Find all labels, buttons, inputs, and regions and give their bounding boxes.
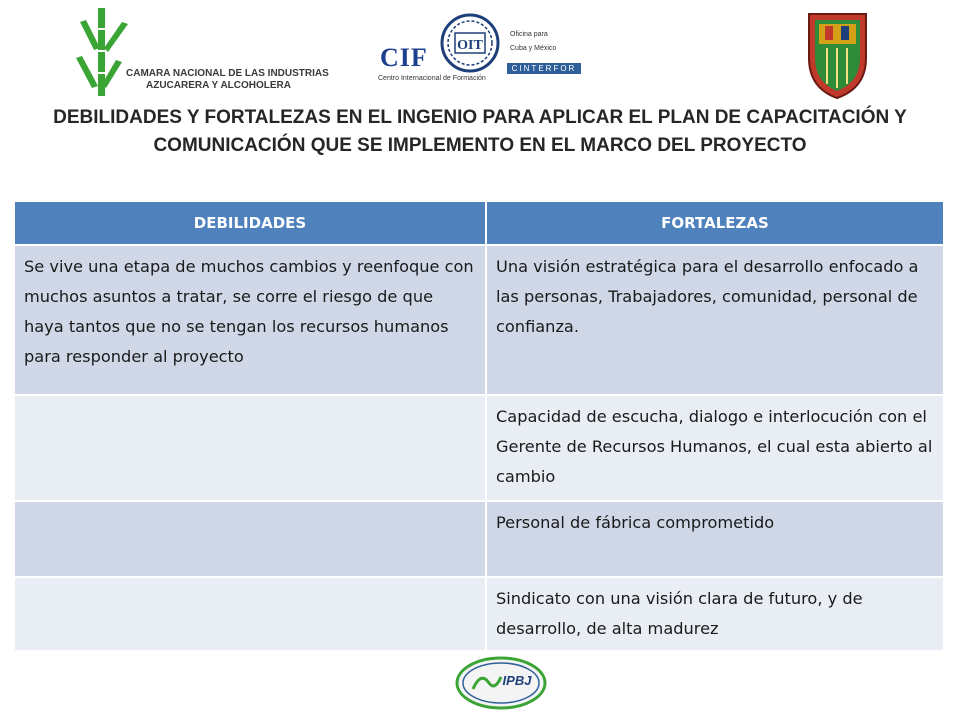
oficina-line1: Oficina para [510,31,548,38]
oit-label: OIT [457,38,483,53]
table-row [15,395,944,501]
swot-table [15,202,945,650]
debilidad-cell: Se vive una etapa de muchos cambios y reenfoque con muchos asuntos a tratar, se corre el riesgo de que haya tantos que no se tengan los recursos humanos para responder al proyecto [15,245,486,395]
ipbj-logo [455,655,548,711]
cane-icon [72,8,132,98]
fortaleza-cell: Personal de fábrica comprometido [486,501,944,577]
camara-line2: AZUCARERA Y ALCOHOLERA [146,80,292,91]
fortaleza-cell: Sindicato con una visión clara de futuro, y de desarrollo, de alta madurez [486,577,944,650]
header-fortalezas: FORTALEZAS [486,202,944,245]
camara-nacional-logo [70,8,329,98]
shield-icon [805,8,870,100]
oit-emblem-icon [435,12,505,74]
cif-wordmark: CIF [380,43,428,72]
camara-line1: CAMARA NACIONAL DE LAS INDUSTRIAS [126,68,329,79]
ipbj-label: IPBJ [502,673,532,688]
debilidad-cell [15,577,486,650]
table-row [15,245,944,395]
table-row [15,501,944,577]
oficina-line2: Cuba y México [510,45,557,52]
fortaleza-cell: Una visión estratégica para el desarrollo enfocado a las personas, Trabajadores, comunidad, personal de confianza. [486,245,944,395]
table-header-row [15,202,944,245]
cif-oit-logo [375,10,590,90]
header-debilidades: DEBILIDADES [15,202,486,245]
debilidad-cell [15,501,486,577]
fortaleza-cell: Capacidad de escucha, dialogo e interlocución con el Gerente de Recursos Humanos, el cual esta abierto al cambio [486,395,944,501]
page-title: DEBILIDADES Y FORTALEZAS EN EL INGENIO PARA APLICAR EL PLAN DE CAPACITACIÓN Y COMUNICACIÓN QUE SE IMPLEMENTO EN EL MARCO DEL PROYECTO [53,107,907,156]
debilidad-cell [15,395,486,501]
cif-subtitle: Centro Internacional de Formación [378,75,486,82]
cinterfor-label: CINTERFOR [507,63,581,74]
table-row [15,577,944,650]
oficina-label [510,28,556,56]
